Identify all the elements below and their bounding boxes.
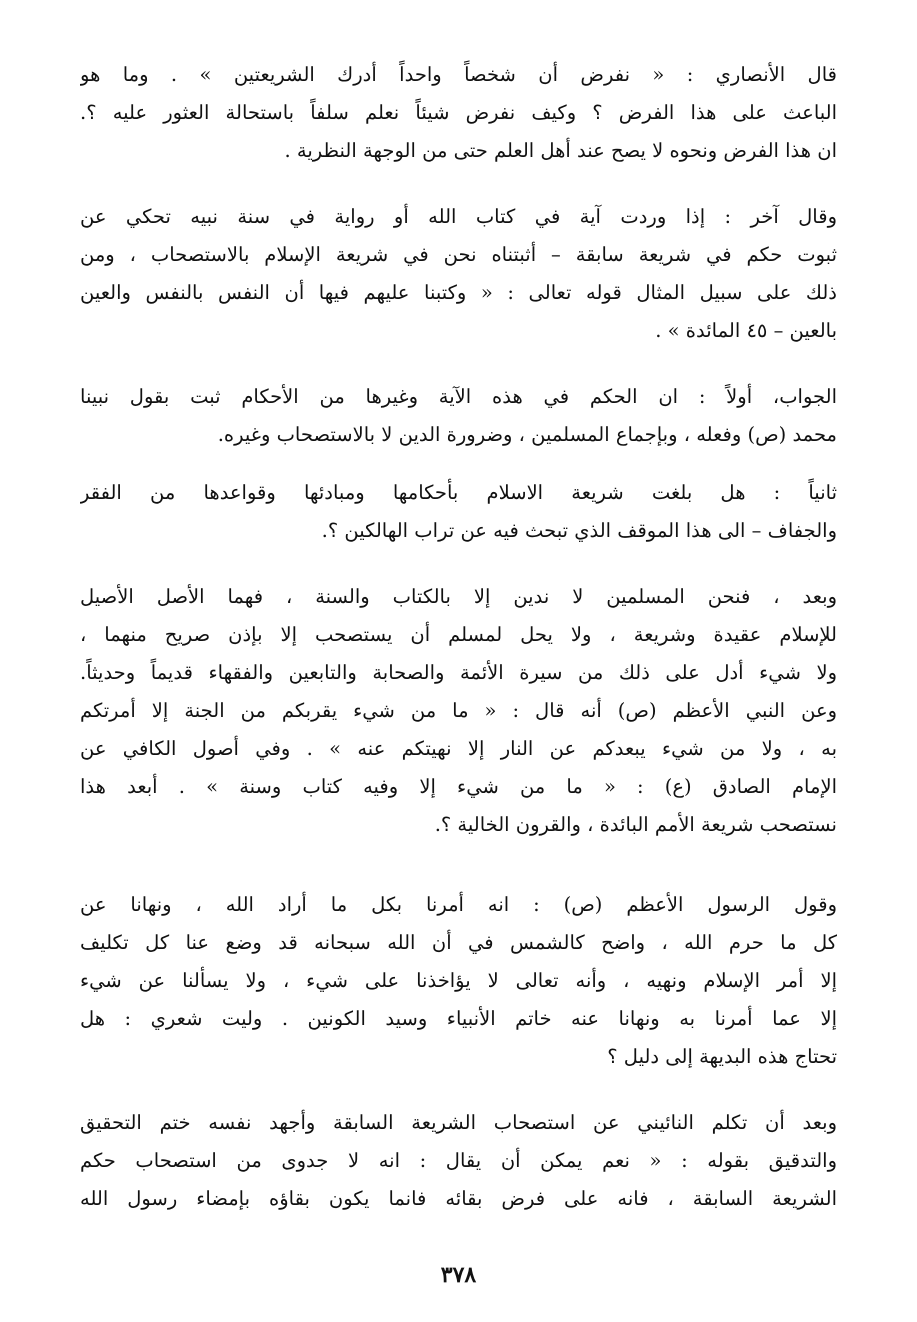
text-line: الباعث على هذا الفرض ؟ وكيف نفرض شيئاً نعلم سلفاً باستحالة العثور عليه ؟. [80, 101, 837, 124]
text-line: ثانياً : هل بلغت شريعة الاسلام بأحكامها ومبادئها وقواعدها من الفقر [80, 481, 837, 504]
text-line: ثبوت حكم في شريعة سابقة – أثبتناه نحن في شريعة الإسلام بالاستصحاب ، ومن [80, 243, 837, 266]
text-line: بالعين – ٤٥ المائدة » . [655, 319, 837, 342]
text-line: وعن النبي الأعظم (ص) أنه قال : « ما من شيء يقربكم من الجنة إلا أمرتكم [80, 699, 837, 722]
text-line: والتدقيق بقوله : « نعم يمكن أن يقال : انه لا جدوى من استصحاب حكم [80, 1149, 837, 1172]
text-line: تحتاج هذه البديهة إلى دليل ؟ [607, 1045, 837, 1068]
page-number: ٣٧٨ [440, 1262, 477, 1288]
paragraph-3 [80, 378, 837, 454]
text-line: إلا أمر الإسلام ونهيه ، وأنه تعالى لا يؤاخذنا على شيء ، ولا يسألنا عن شيء [80, 969, 837, 992]
paragraph-7 [80, 1104, 837, 1218]
text-line: وبعد أن تكلم النائيني عن استصحاب الشريعة السابقة وأجهد نفسه ختم التحقيق [80, 1111, 837, 1134]
text-line: نستصحب شريعة الأمم البائدة ، والقرون الخالية ؟. [434, 813, 837, 836]
text-line: ذلك على سبيل المثال قوله تعالى : « وكتبنا عليهم فيها أن النفس بالنفس والعين [80, 281, 837, 304]
text-line: للإسلام عقيدة وشريعة ، ولا يحل لمسلم أن يستصحب إلا بإذن صريح منهما ، [80, 623, 837, 646]
text-line: الجواب، أولاً : ان الحكم في هذه الآية وغيرها من الأحكام ثبت بقول نبينا [80, 385, 837, 408]
text-line: ان هذا الفرض ونحوه لا يصح عند أهل العلم حتى من الوجهة النظرية . [284, 139, 837, 162]
text-line: إلا عما أمرنا به ونهانا عنه خاتم الأنبياء وسيد الكونين . وليت شعري : هل [80, 1007, 837, 1030]
text-line: الشريعة السابقة ، فانه على فرض بقائه فانما يكون بقاؤه بإمضاء رسول الله [80, 1187, 837, 1210]
paragraph-2 [80, 198, 837, 350]
text-line: محمد (ص) وفعله ، وبإجماع المسلمين ، وضرورة الدين لا بالاستصحاب وغيره. [217, 423, 837, 446]
text-line: ولا شيء أدل على ذلك من سيرة الأئمة والصحابة والتابعين والفقهاء قديماً وحديثاً. [80, 661, 837, 684]
text-line: به ، ولا من شيء يبعدكم عن النار إلا نهيتكم عنه » . وفي أصول الكافي عن [80, 737, 837, 760]
text-line: وبعد ، فنحن المسلمين لا ندين إلا بالكتاب والسنة ، فهما الأصل الأصيل [80, 585, 837, 608]
text-line: والجفاف – الى هذا الموقف الذي تبحث فيه عن تراب الهالكين ؟. [321, 519, 837, 542]
text-line: قال الأنصاري : « نفرض أن شخصاً واحداً أدرك الشريعتين » . وما هو [80, 63, 837, 86]
text-line: وقال آخر : إذا وردت آية في كتاب الله أو رواية في سنة نبيه تحكي عن [80, 205, 837, 228]
text-line: الإمام الصادق (ع) : « ما من شيء إلا وفيه كتاب وسنة » . أبعد هذا [80, 775, 837, 798]
text-line: وقول الرسول الأعظم (ص) : انه أمرنا بكل ما أراد الله ، ونهانا عن [80, 893, 837, 916]
paragraph-5 [80, 578, 837, 844]
paragraph-6 [80, 886, 837, 1076]
text-line: كل ما حرم الله ، واضح كالشمس في أن الله سبحانه قد وضع عنا كل تكليف [80, 931, 837, 954]
paragraph-1 [80, 56, 837, 170]
paragraph-4 [80, 474, 837, 550]
